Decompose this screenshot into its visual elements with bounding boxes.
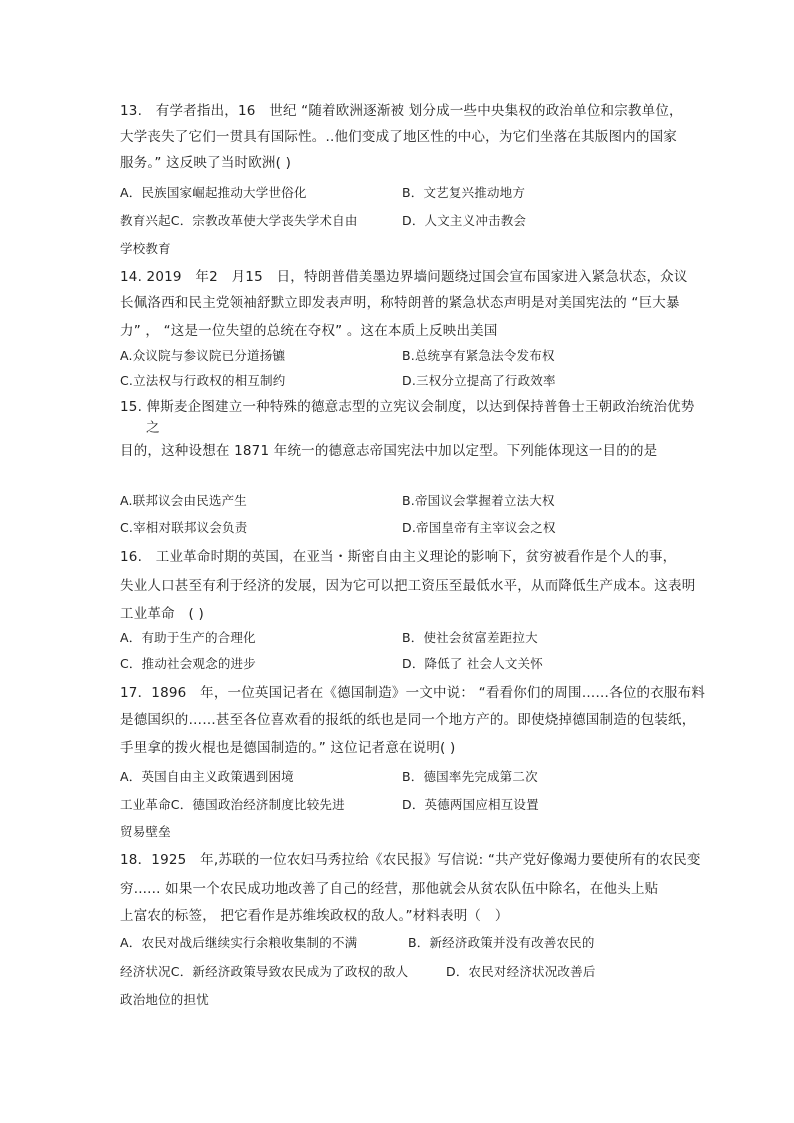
q18-option-a: A．农民对战后继续实行余粮收集制的不满 xyxy=(120,935,358,950)
q17-option-d: D．英德两国应相互设置 xyxy=(402,797,539,812)
q14-stem-line-3: 力” ， “这是一位失望的总统在夺权” 。这在本质上反映出美国 xyxy=(120,323,498,339)
q18-option-b: B．新经济政策并没有改善农民的 xyxy=(408,935,595,950)
q17-option-b: B．德国率先完成第二次 xyxy=(402,769,538,784)
q18-option-c: 经济状况C．新经济政策导致农民成为了政权的敌人 xyxy=(120,964,409,979)
q16-option-c: C．推动社会观念的进步 xyxy=(120,656,256,671)
q18-stem-line-1: 18．1925 年,苏联的一位农妇马秀拉给《农民报》写信说: “共产党好像竭力要使所有的农民变 xyxy=(120,852,701,868)
q17-option-c: 工业革命C．德国政治经济制度比较先进 xyxy=(120,797,345,812)
q15-stem-line-1: 15. 俾斯麦企图建立一种特殊的德意志型的立宪议会制度，以达到保持普鲁士王朝政治统治优势 xyxy=(120,399,695,415)
q13-stem-line-2: 大学丧失了它们一贯具有国际性。..他们变成了地区性的中心，为它们坐落在其版图内的国家 xyxy=(120,129,677,145)
q18-stem-line-3: 上富农的标签， 把它看作是苏维埃政权的敌人。”材料表明（ ） xyxy=(120,908,509,924)
q17-stem-line-2: 是德国织的……甚至各位喜欢看的报纸的纸也是同一个地方产的。即使烧掉德国制造的包装纸， xyxy=(120,712,696,728)
q16-option-d: D．降低了 社会人文关怀 xyxy=(402,656,543,671)
q17-option-a: A．英国自由主义政策遇到困境 xyxy=(120,769,294,784)
q15-option-b: B.帝国议会掌握着立法大权 xyxy=(402,493,555,508)
q16-stem-line-2: 失业人口甚至有利于经济的发展，因为它可以把工资压至最低水平，从而降低生产成本。这表明 xyxy=(120,578,696,594)
q13-option-a: A．民族国家崛起推动大学世俗化 xyxy=(120,185,307,200)
q18-stem-line-2: 穷...... 如果一个农民成功地改善了自己的经营，那他就会从贫农队伍中除名，在他头上贴 xyxy=(120,881,659,897)
q16-option-a: A．有助于生产的合理化 xyxy=(120,630,256,645)
q15-stem-line-3: 目的，这种设想在 1871 年统一的德意志帝国宪法中加以定型。下列能体现这一目的的是 xyxy=(120,443,658,459)
q16-option-b: B．使社会贫富差距拉大 xyxy=(402,630,538,645)
q14-option-d: D.三权分立提高了行政效率 xyxy=(402,373,556,388)
q14-option-b: B.总统享有紧急法令发布权 xyxy=(402,348,555,363)
q15-option-c: C.宰相对联邦议会负责 xyxy=(120,520,248,535)
q14-stem-line-1: 14. 2019 年2 月15 日，特朗普借美墨边界墙问题绕过国会宣布国家进入紧急状态，众议 xyxy=(120,269,688,285)
q13-option-b: B．文艺复兴推动地方 xyxy=(402,185,526,200)
q15-option-a: A.联邦议会由民选产生 xyxy=(120,493,248,508)
q17-option-d-cont: 贸易壁垒 xyxy=(120,824,171,839)
q18-option-d: D．农民对经济状况改善后 xyxy=(446,964,596,979)
q13-option-d: D．人文主义冲击教会 xyxy=(402,213,527,228)
q18-option-d-cont: 政治地位的担忧 xyxy=(120,992,209,1007)
q14-option-c: C.立法权与行政权的相互制约 xyxy=(120,373,286,388)
q13-stem-line-3: 服务。” 这反映了当时欧洲( ) xyxy=(120,155,292,171)
q15-option-d: D.帝国皇帝有主宰议会之权 xyxy=(402,520,556,535)
q15-stem-line-2: 之 xyxy=(146,420,160,436)
q16-stem-line-3: 工业革命 ( ) xyxy=(120,606,204,622)
q13-option-c: 教育兴起C．宗教改革使大学丧失学术自由 xyxy=(120,213,358,228)
q13-option-d-cont: 学校教育 xyxy=(120,241,171,256)
q14-option-a: A.众议院与参议院已分道扬镳 xyxy=(120,348,286,363)
q17-stem-line-1: 17．1896 年，一位英国记者在《德国制造》一文中说： “看看你们的周围……各位的衣服布料 xyxy=(120,685,706,701)
q17-stem-line-3: 手里拿的拨火棍也是德国制造的。” 这位记者意在说明( ) xyxy=(120,740,456,756)
q14-stem-line-2: 长佩洛西和民主党领袖舒默立即发表声明，称特朗普的紧急状态声明是对美国宪法的 “巨大暴 xyxy=(120,295,680,311)
q13-stem-line-1: 13. 有学者指出，16 世纪 “随着欧洲逐渐被 划分成一些中央集权的政治单位和宗教单位， xyxy=(120,103,683,119)
q16-stem-line-1: 16. 工业革命时期的英国，在亚当・斯密自由主义理论的影响下，贫穷被看作是个人的事， xyxy=(120,549,677,565)
